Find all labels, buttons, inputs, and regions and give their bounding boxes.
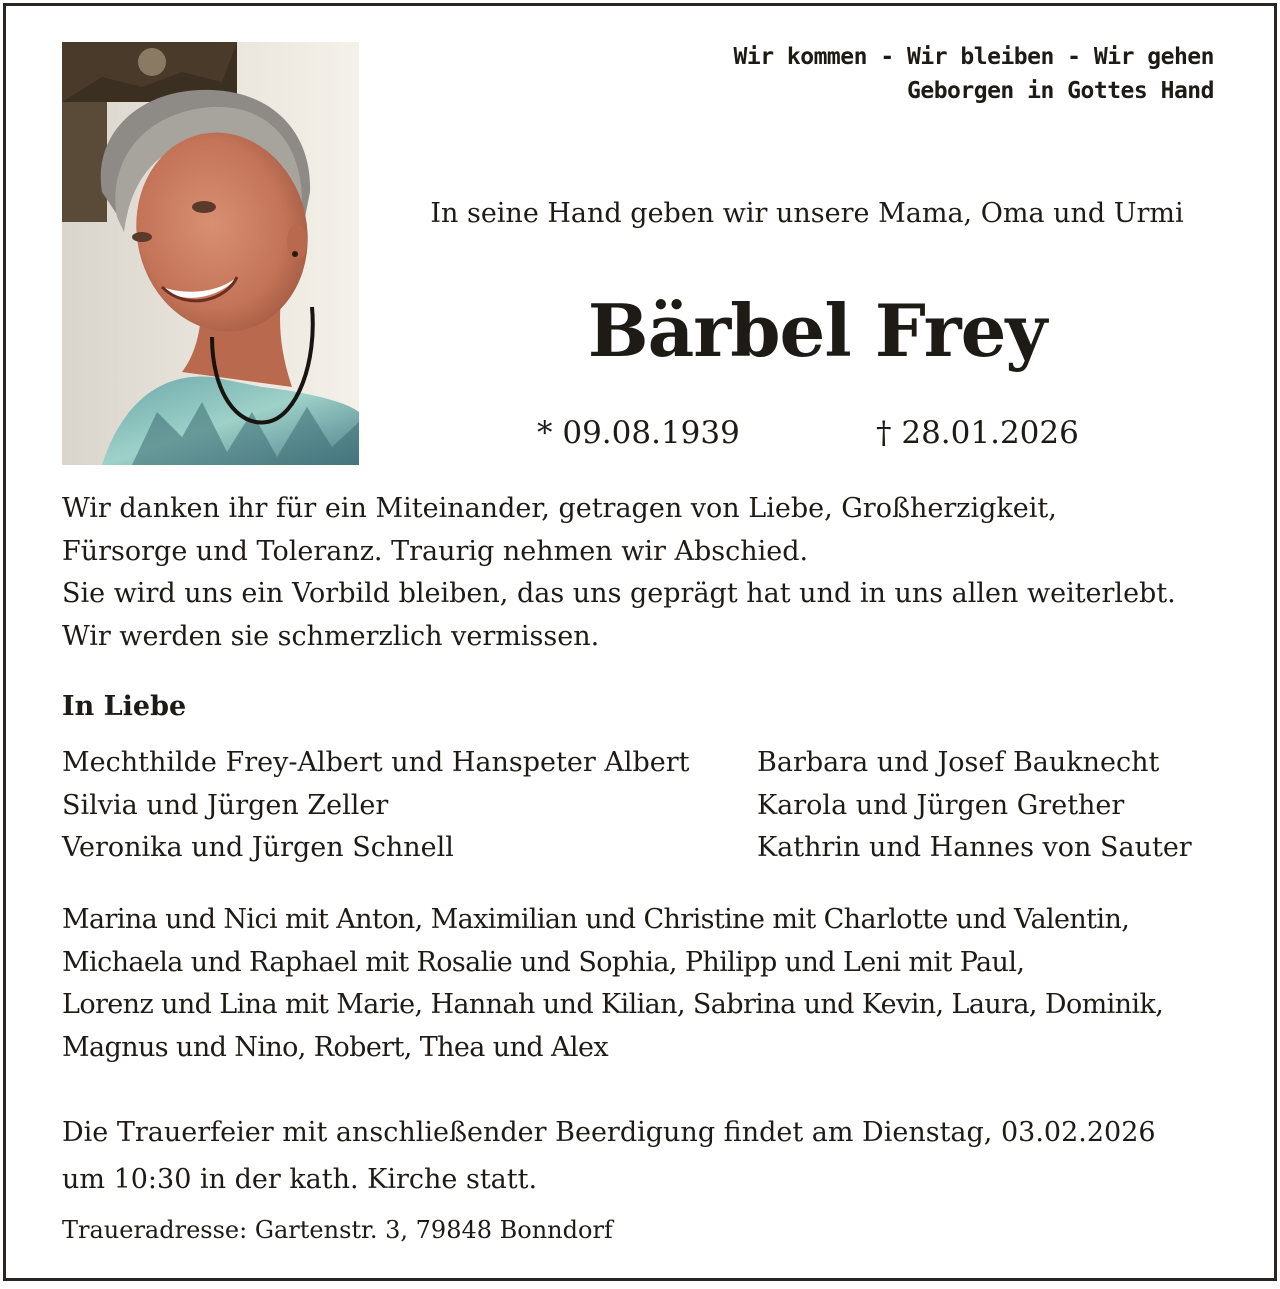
deceased-name: Bärbel Frey [587, 288, 1047, 373]
mourning-address: Traueradresse: Gartenstr. 3, 79848 Bonndorf [62, 1216, 613, 1244]
funeral-info [62, 1109, 1156, 1203]
grandchildren-line: Magnus und Nino, Robert, Thea und Alex [62, 1031, 608, 1063]
family-member: Silvia und Jürgen Zeller [62, 789, 389, 821]
birth-date: * 09.08.1939 [537, 415, 740, 451]
thanks-paragraph [62, 488, 1242, 658]
family-member: Barbara und Josef Bauknecht [757, 747, 1160, 778]
motto-line-1: Wir kommen - Wir bleiben - Wir gehen [733, 44, 1214, 70]
family-member: Kathrin und Hannes von Sauter [757, 832, 1192, 863]
family-member: Veronika und Jürgen Schnell [62, 832, 454, 863]
portrait-photo [62, 42, 359, 465]
thanks-line: Wir werden sie schmerzlich vermissen. [62, 620, 600, 652]
funeral-line: Die Trauerfeier mit anschließender Beerdigung findet am Dienstag, 03.02.2026 [62, 1117, 1156, 1148]
grandchildren-line: Lorenz und Lina mit Marie, Hannah und Kilian, Sabrina und Kevin, Laura, Dominik, [62, 989, 1164, 1020]
family-list-right [757, 742, 1192, 870]
family-member: Karola und Jürgen Grether [757, 789, 1125, 821]
grandchildren-paragraph [62, 899, 1163, 1069]
in-liebe-heading: In Liebe [62, 691, 187, 722]
thanks-line: Wir danken ihr für ein Miteinander, getragen von Liebe, Großherzigkeit, [62, 493, 1057, 524]
family-list-left [62, 742, 690, 870]
intro-line: In seine Hand geben wir unsere Mama, Oma und Urmi [430, 198, 1184, 229]
thanks-line: Sie wird uns ein Vorbild bleiben, das uns geprägt hat und in uns allen weiterlebt. [62, 578, 1176, 609]
death-date: † 28.01.2026 [876, 415, 1079, 451]
grandchildren-line: Michaela und Raphael mit Rosalie und Sophia, Philipp und Leni mit Paul, [62, 946, 1025, 978]
funeral-line: um 10:30 in der kath. Kirche statt. [62, 1164, 538, 1195]
thanks-line: Fürsorge und Toleranz. Traurig nehmen wir Abschied. [62, 535, 809, 567]
grandchildren-line: Marina und Nici mit Anton, Maximilian und Christine mit Charlotte und Valentin, [62, 904, 1130, 935]
motto-line-2: Geborgen in Gottes Hand [907, 78, 1214, 104]
motto-verse [734, 40, 1215, 108]
family-member: Mechthilde Frey-Albert und Hanspeter Albert [62, 747, 690, 778]
